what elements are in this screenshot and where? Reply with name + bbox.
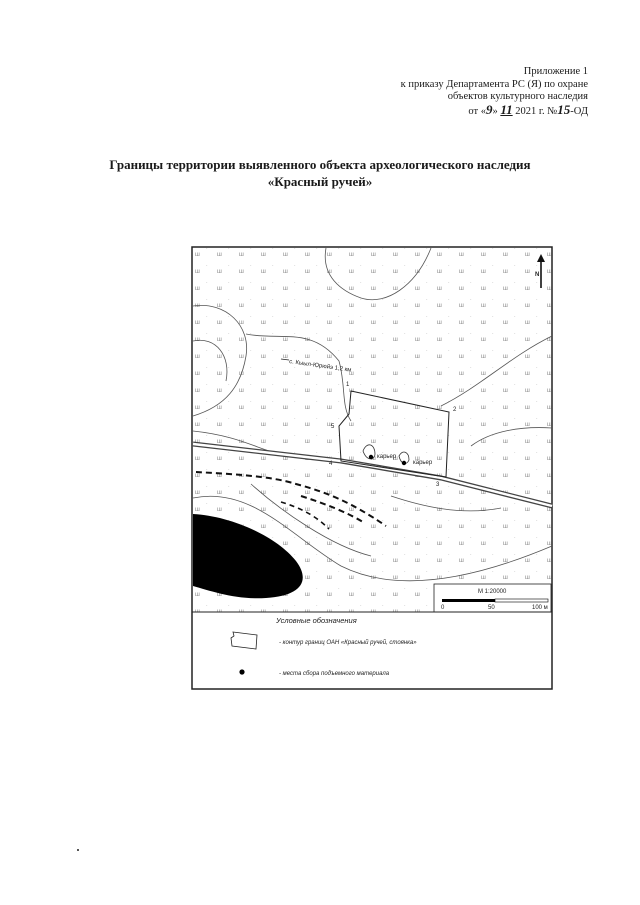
appendix-line-2: к приказу Департамента РС (Я) по охране [400, 78, 588, 90]
legend-title: Условные обозначения [276, 616, 357, 625]
legend-point-symbol [239, 669, 244, 674]
appendix-block [401, 66, 588, 118]
appendix-suffix: -ОД [570, 105, 588, 117]
point-label-4: 4 [329, 461, 333, 467]
scan-speck [77, 849, 79, 851]
scale-tick-0: 0 [441, 605, 445, 611]
point-label-5: 5 [331, 424, 335, 430]
karyer-label-2: карьер [413, 460, 433, 466]
document-title [0, 156, 640, 190]
appendix-number: 15 [557, 101, 571, 117]
scale-tick-1: 50 [488, 605, 495, 611]
appendix-line-3: объектов культурного наследия [447, 91, 588, 102]
appendix-year: 2021 г. № [512, 105, 558, 117]
point-label-1: 1 [346, 382, 350, 388]
title-line-1: Границы территории выявленного объекта археологического наследия [109, 157, 531, 172]
appendix-day: 9 [485, 101, 493, 117]
collection-point [402, 461, 406, 465]
appendix-date-prefix: от « [468, 105, 486, 117]
appendix-line-1: Приложение 1 [523, 66, 588, 77]
collection-point [369, 455, 373, 459]
map-figure [191, 246, 553, 690]
title-line-2: «Красный ручей» [267, 174, 373, 189]
appendix-line-4 [401, 101, 588, 119]
legend-item-boundary: - контур границ ОАН «Красный ручей, стоянка» [279, 640, 417, 646]
point-label-3: 3 [436, 482, 440, 488]
scale-tick-2: 100 м [532, 605, 548, 611]
road-label: с. Кыыл-Юрюйэ 1,2 км [288, 359, 352, 374]
appendix-month: 11 [500, 101, 513, 117]
north-label: N [535, 272, 540, 278]
point-label-2: 2 [453, 407, 457, 413]
karyer-label-1: карьер [377, 454, 397, 460]
legend-item-points: - места сбора подъемного материала [279, 671, 390, 677]
scale-title: М 1:20000 [478, 589, 507, 595]
scale-bar [434, 584, 551, 612]
appendix-date-mid: » [492, 105, 501, 117]
